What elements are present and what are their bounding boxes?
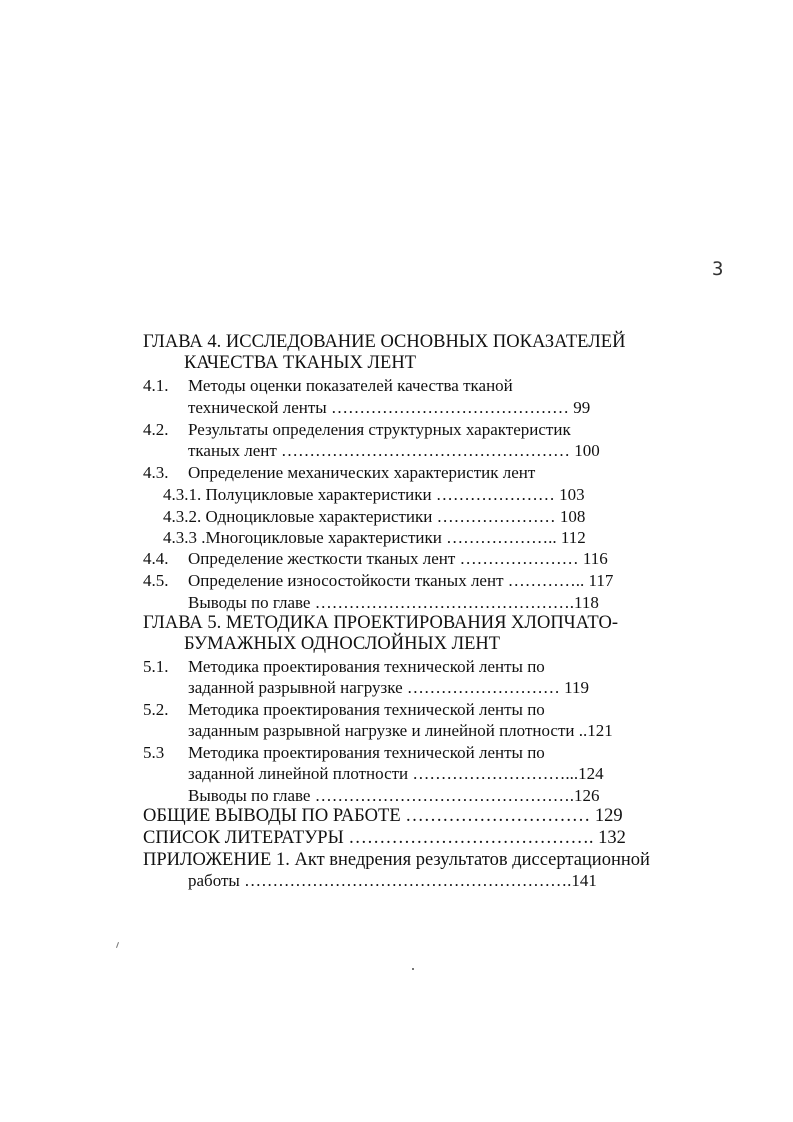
section-5-1-number: 5.1. — [143, 657, 169, 676]
appendix-1-entry: работы ………………………………………………….141 — [188, 871, 597, 890]
chapter-5-title-line-2: БУМАЖНЫХ ОДНОСЛОЙНЫХ ЛЕНТ — [184, 634, 501, 654]
chapter-5-title-line-1: ГЛАВА 5. МЕТОДИКА ПРОЕКТИРОВАНИЯ ХЛОПЧАТО- — [143, 613, 619, 633]
chapter-4-conclusions-entry: Выводы по главе ……………………………………….118 — [188, 593, 599, 612]
section-5-2-number: 5.2. — [143, 700, 169, 719]
appendix-1-title: ПРИЛОЖЕНИЕ 1. Акт внедрения результатов диссертационной — [143, 850, 650, 870]
section-4-1-title: Методы оценки показателей качества тканой — [188, 376, 513, 395]
general-conclusions-entry: ОБЩИЕ ВЫВОДЫ ПО РАБОТЕ ………………………… 129 — [143, 806, 623, 826]
section-4-2-title: Результаты определения структурных характеристик — [188, 420, 571, 439]
section-4-3-number: 4.3. — [143, 463, 169, 482]
section-4-4-entry: Определение жесткости тканых лент ………………… 116 — [188, 549, 608, 568]
section-4-3-title: Определение механических характеристик лент — [188, 463, 536, 482]
section-4-1-number: 4.1. — [143, 376, 169, 395]
section-5-3-number: 5.3 — [143, 743, 165, 762]
section-4-5-entry: Определение износостойкости тканых лент ………….. 117 — [188, 571, 614, 590]
chapter-5-conclusions-entry: Выводы по главе ……………………………………….126 — [188, 786, 600, 805]
section-4-2-entry: тканых лент …………………………………………… 100 — [188, 441, 600, 460]
section-4-1-entry: технической ленты …………………………………… 99 — [188, 398, 591, 417]
chapter-4-title-line-2: КАЧЕСТВА ТКАНЫХ ЛЕНТ — [184, 353, 416, 373]
section-4-3-2-entry: 4.3.2. Одноцикловые характеристики ………………… 108 — [163, 507, 586, 526]
section-4-2-number: 4.2. — [143, 420, 169, 439]
section-5-3-entry: заданной линейной плотности ………………………...124 — [188, 764, 604, 783]
section-5-1-entry: заданной разрывной нагрузке ……………………… 119 — [188, 678, 590, 697]
section-4-3-1-entry: 4.3.1. Полуцикловые характеристики ………………… 103 — [163, 485, 585, 504]
section-4-4-number: 4.4. — [143, 549, 169, 568]
page-number: 3 — [712, 258, 724, 280]
section-5-3-title: Методика проектирования технической ленты по — [188, 743, 545, 762]
section-5-2-title: Методика проектирования технической ленты по — [188, 700, 545, 719]
references-entry: СПИСОК ЛИТЕРАТУРЫ …………………………………. 132 — [143, 828, 626, 848]
section-4-3-3-entry: 4.3.3 .Многоцикловые характеристики ……………….. 112 — [163, 528, 586, 547]
section-5-2-entry: заданным разрывной нагрузке и линейной плотности ..121 — [188, 721, 613, 740]
scan-speck — [412, 968, 414, 970]
chapter-4-title-line-1: ГЛАВА 4. ИССЛЕДОВАНИЕ ОСНОВНЫХ ПОКАЗАТЕЛЕЙ — [143, 332, 626, 352]
scan-speck — [116, 942, 119, 948]
section-5-1-title: Методика проектирования технической ленты по — [188, 657, 545, 676]
section-4-5-number: 4.5. — [143, 571, 169, 590]
